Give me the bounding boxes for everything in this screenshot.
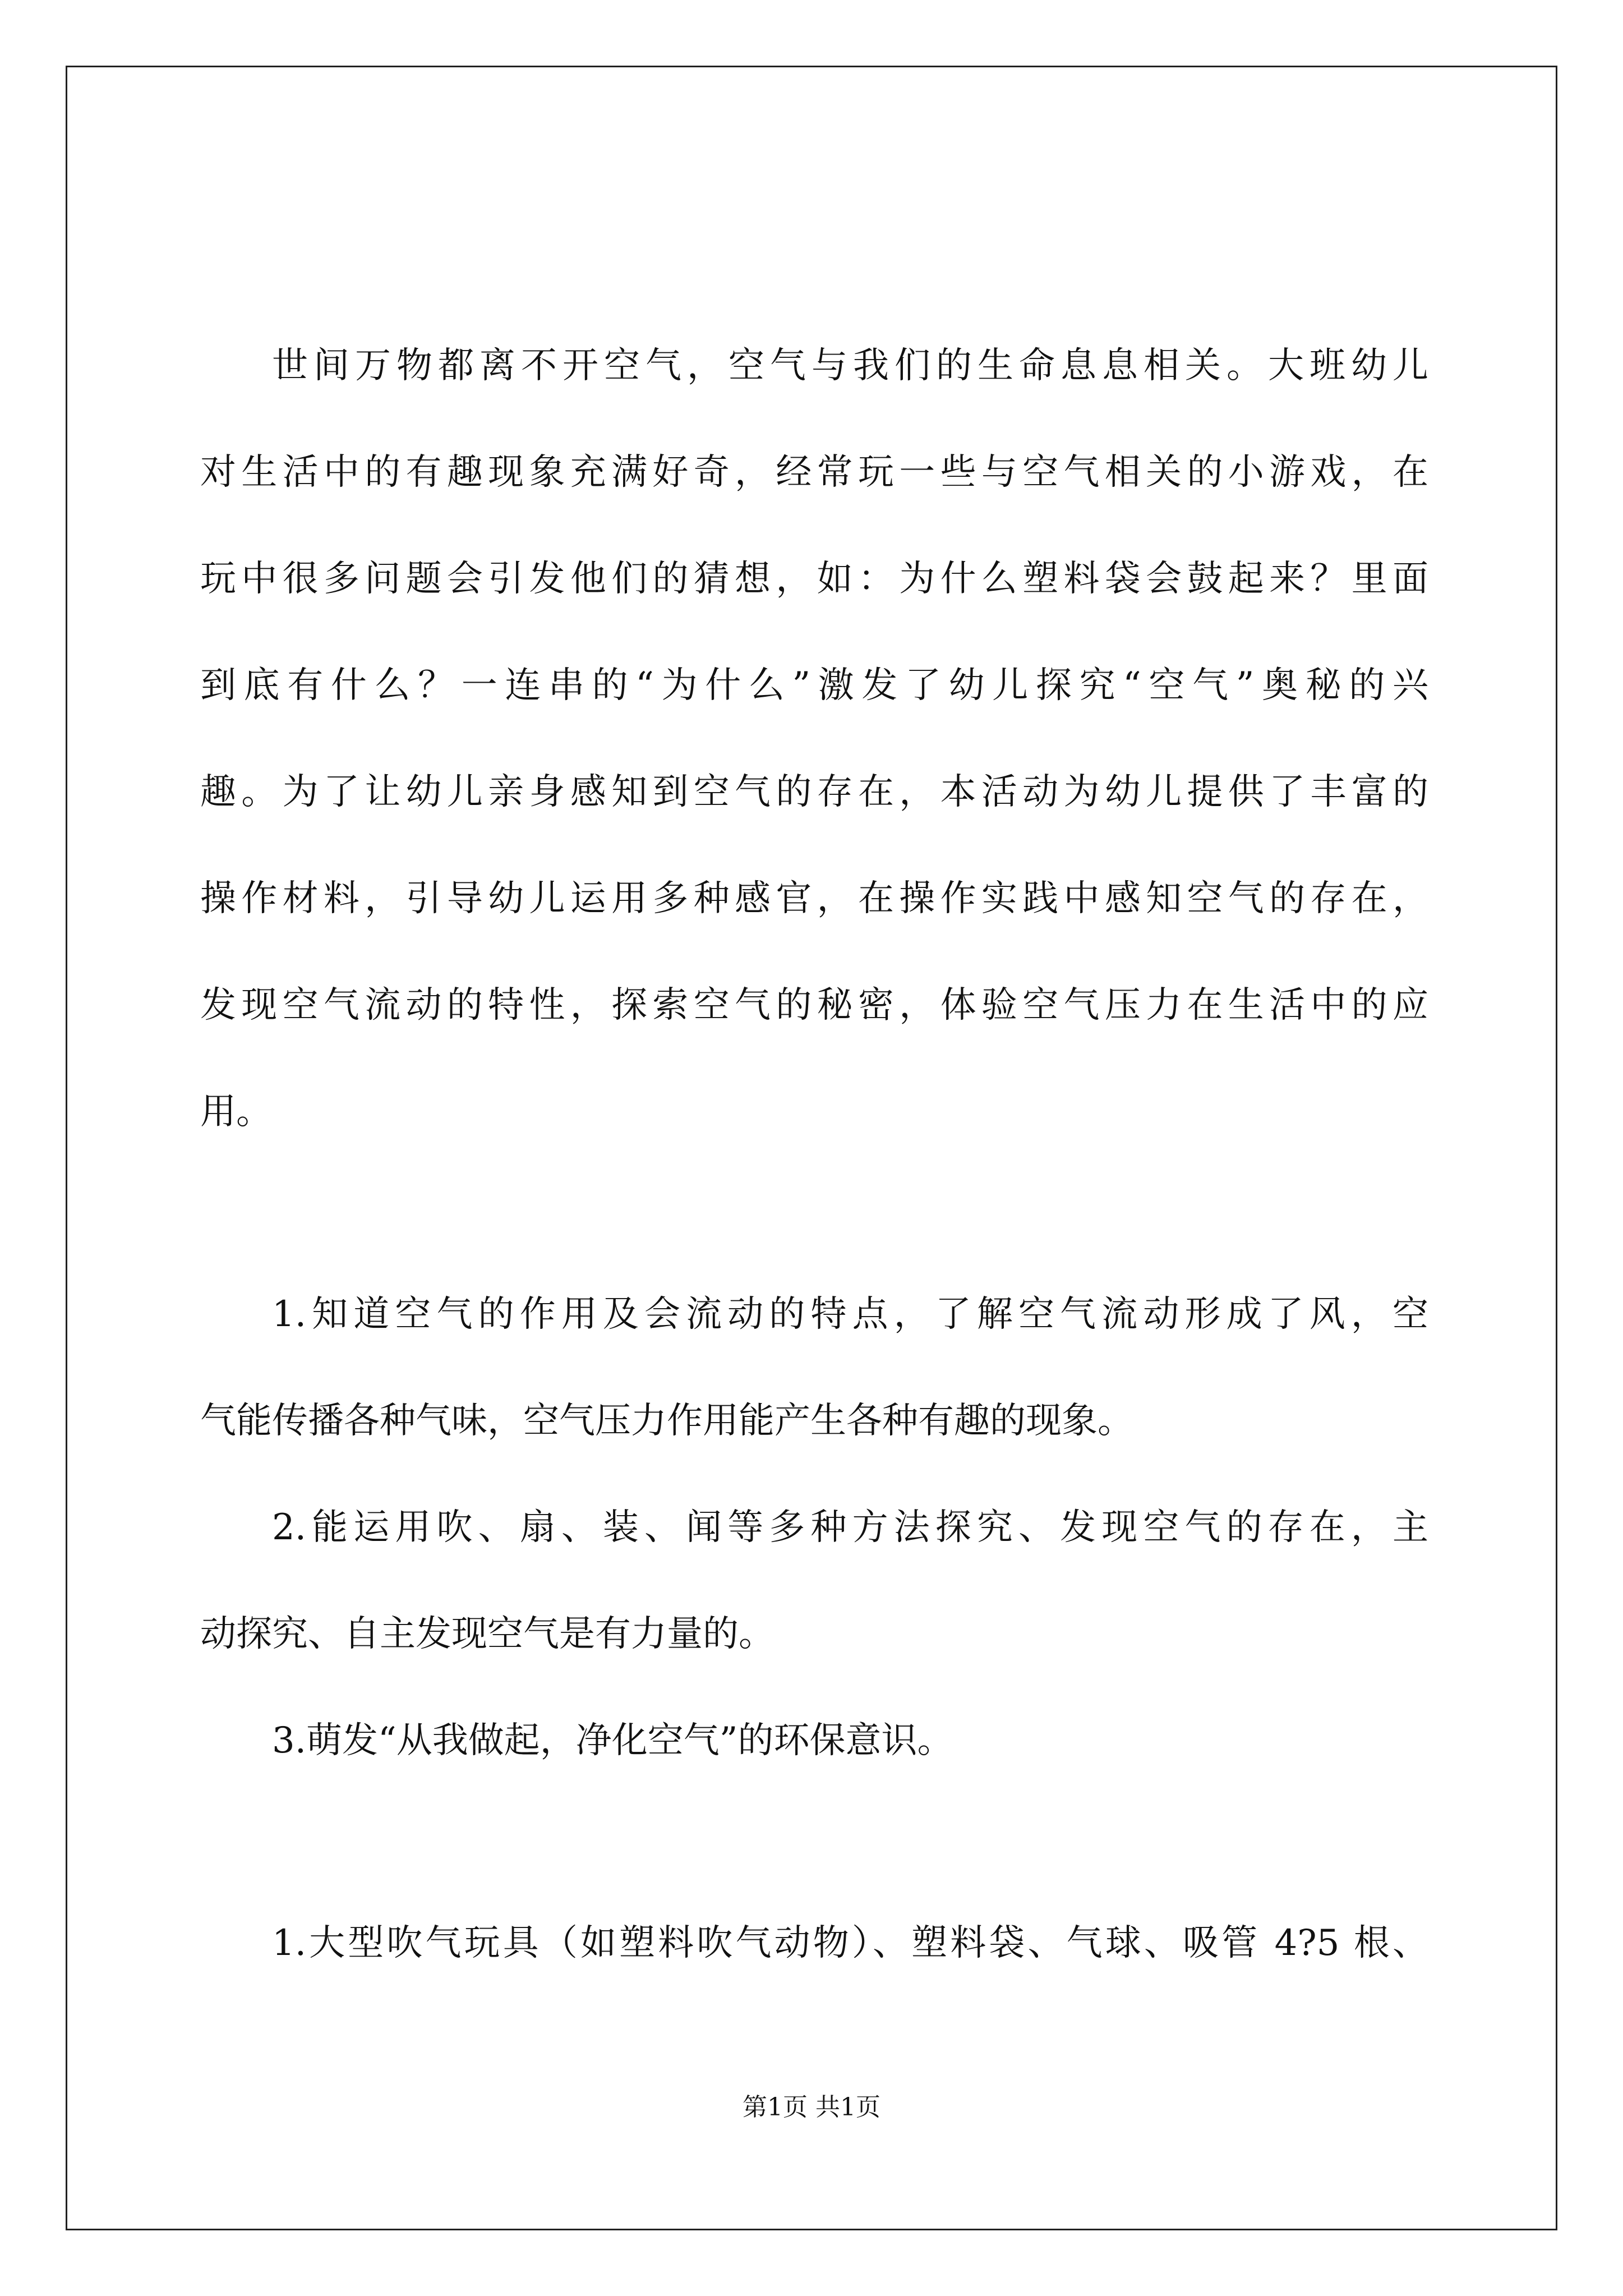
text-line: 动探究、自主发现空气是有力量的。 <box>200 1613 774 1655</box>
text-line: 趣。为了让幼儿亲身感知到空气的存在，本活动为幼儿提供了丰富的 <box>200 771 1428 813</box>
text-line: 1.大型吹气玩具（如塑料吹气动物）、塑料袋、气球、吸管 4?5 根、 <box>272 1922 1428 1964</box>
text-line: 对生活中的有趣现象充满好奇，经常玩一些与空气相关的小游戏，在 <box>200 452 1428 493</box>
page-footer: 第1页 共1页 <box>743 2093 880 2122</box>
text-line: 玩中很多问题会引发他们的猜想，如：为什么塑料袋会鼓起来？里面 <box>200 558 1428 600</box>
text-line: 气能传播各种气味，空气压力作用能产生各种有趣的现象。 <box>200 1400 1133 1442</box>
text-line: 用。 <box>200 1091 272 1133</box>
page-border <box>66 66 1557 2230</box>
text-line: 2.能运用吹、扇、装、闻等多种方法探究、发现空气的存在，主 <box>272 1507 1428 1548</box>
text-line: 世间万物都离不开空气，空气与我们的生命息息相关。大班幼儿 <box>272 345 1428 386</box>
text-line: 1.知道空气的作用及会流动的特点，了解空气流动形成了风，空 <box>272 1294 1428 1335</box>
text-line: 操作材料，引导幼儿运用多种感官，在操作实践中感知空气的存在， <box>200 878 1428 919</box>
text-line: 到底有什么？一连串的“为什么”激发了幼儿探究“空气”奥秘的兴 <box>200 665 1428 706</box>
text-line: 发现空气流动的特性，探索空气的秘密，体验空气压力在生活中的应 <box>200 984 1428 1026</box>
text-line: 3.萌发“从我做起，净化空气”的环保意识。 <box>272 1720 953 1761</box>
